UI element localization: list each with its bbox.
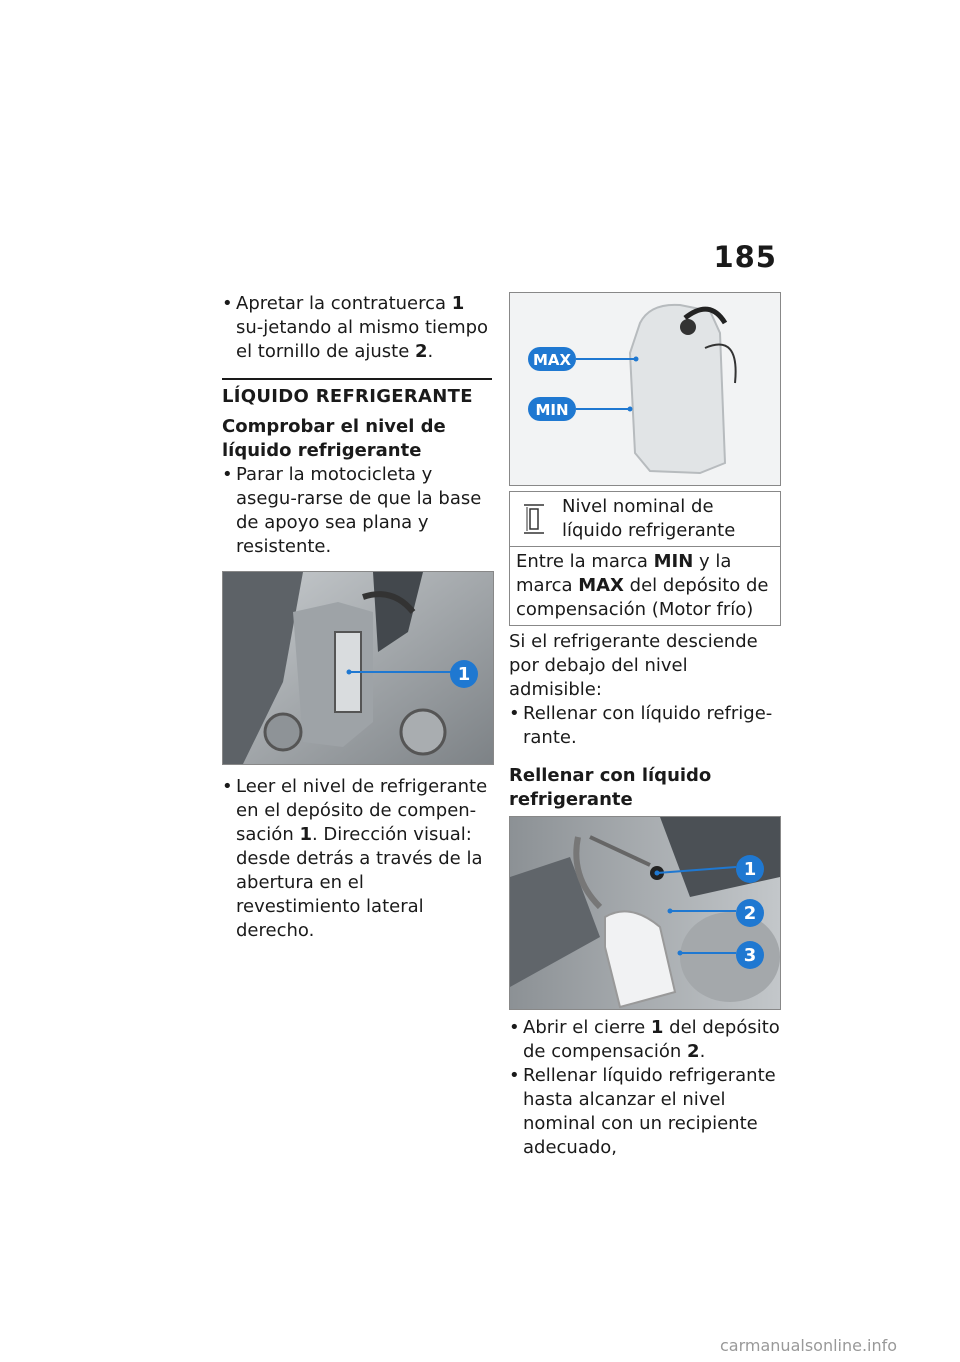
step-tighten-locknut: • Apretar la contratuerca 1 su-jetando al mismo tiempo el tornillo de ajuste 2. xyxy=(222,292,492,364)
fig3-callout-3: 3 xyxy=(743,945,757,966)
step-open-cap: • Abrir el cierre 1 del depósito de compensación 2. xyxy=(509,1016,781,1064)
fig3-callout-1: 1 xyxy=(743,859,757,880)
max-label: MAX xyxy=(532,351,572,369)
fig3-callout-2: 2 xyxy=(743,903,757,924)
watermark: carmanualsonline.info xyxy=(720,1336,898,1355)
spec-header xyxy=(510,492,780,547)
subsection-title-check-level: Comprobar el nivel de líquido refrigerante xyxy=(222,416,446,461)
paragraph-below-level: Si el refrigerante desciende por debajo del nivel admisible: xyxy=(509,631,758,700)
figure-refill-coolant xyxy=(509,816,781,1010)
section-divider xyxy=(222,378,492,380)
subsection-title-refill: Rellenar con líquido refrigerante xyxy=(509,765,712,810)
min-label: MIN xyxy=(535,401,569,419)
motorcycle-side-photo xyxy=(223,572,493,764)
fig1-callout-1: 1 xyxy=(457,664,471,685)
spec-title: Nivel nominal de líquido refrigerante xyxy=(562,496,736,541)
left-column xyxy=(222,292,492,943)
step-refill: • Rellenar con líquido refrige-rante. xyxy=(509,702,781,750)
spec-value: Entre la marca MIN y la marca MAX del depósito de compensación (Motor frío) xyxy=(516,551,769,620)
figure-coolant-reservoir-view xyxy=(222,571,494,765)
figure-reservoir-min-max xyxy=(509,292,781,486)
page-number: 185 xyxy=(713,240,777,274)
spec-table-coolant-level xyxy=(509,491,781,626)
level-gauge-icon xyxy=(516,495,552,543)
right-column xyxy=(509,292,781,1160)
step-read-level: • Leer el nivel de refrigerante en el depósito de compen-sación 1. Dirección visual: desde detrás a través de la abertura en el revestimiento lateral derecho. xyxy=(222,775,492,943)
step-park-motorcycle: • Parar la motocicleta y asegu-rarse de que la base de apoyo sea plana y resistente. xyxy=(222,463,492,559)
step-fill-coolant: • Rellenar líquido refrigerante hasta alcanzar el nivel nominal con un recipiente adecuado, xyxy=(509,1064,781,1160)
section-title: LÍQUIDO REFRIGERANTE xyxy=(222,386,473,407)
